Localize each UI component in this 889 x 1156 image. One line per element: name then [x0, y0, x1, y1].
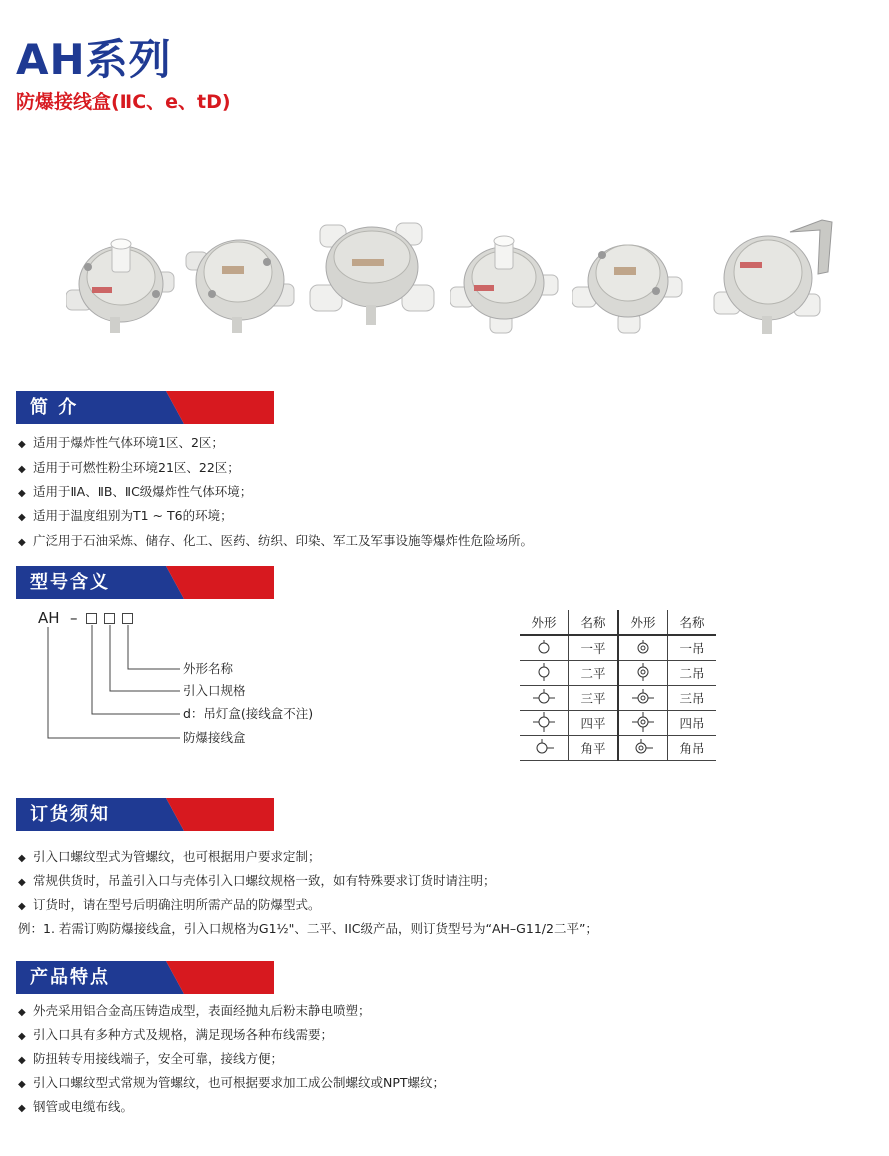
feature-bullet: ◆ 引入口螺纹型式常规为管螺纹，也可根据要求加工成公制螺纹或NPT螺纹；	[18, 1075, 445, 1093]
intro-bullet: ◆ 适用于爆炸性气体环境1区、2区；	[18, 435, 224, 453]
shape-hang-4-icon	[618, 711, 668, 736]
section-header-intro	[16, 391, 274, 424]
diamond-icon: ◆	[18, 1055, 26, 1066]
diamond-icon: ◆	[18, 853, 26, 864]
feature-bullet: ◆ 防扭转专用接线端子，安全可靠，接线方便；	[18, 1051, 283, 1069]
table-header: 外形	[618, 610, 668, 635]
table-cell: 二平	[569, 661, 619, 686]
section-title-model: 型号含义	[30, 572, 110, 593]
order-bullet: ◆ 引入口螺纹型式为管螺纹，也可根据用户要求定制；	[18, 849, 321, 867]
diamond-icon: ◆	[18, 901, 26, 912]
model-code-dash: –	[70, 609, 78, 627]
diamond-icon: ◆	[18, 464, 26, 475]
table-header: 外形	[520, 610, 569, 635]
legend-product: 防爆接线盒	[183, 730, 246, 745]
table-header-row	[520, 610, 716, 635]
table-row	[520, 635, 716, 661]
table-cell: 三平	[569, 686, 619, 711]
table-row	[520, 736, 716, 761]
page-subtitle: 防爆接线盒(ⅡC、e、tD)	[16, 91, 231, 113]
order-bullet: ◆ 订货时，请在型号后明确注明所需产品的防爆型式。	[18, 897, 321, 915]
section-header-features	[16, 961, 274, 994]
product-gallery	[60, 200, 850, 350]
shape-hang-3-icon	[618, 686, 668, 711]
model-leader-lines	[0, 600, 200, 750]
table-cell: 四平	[569, 711, 619, 736]
section-title-intro: 简 介	[30, 397, 79, 418]
section-title-order: 订货须知	[30, 804, 110, 825]
product-3-icon	[308, 215, 438, 335]
shape-flat-3-icon	[520, 686, 569, 711]
feature-bullet: ◆ 外壳采用铝合金高压铸造成型，表面经抛丸后粉末静电喷塑；	[18, 1003, 371, 1021]
product-5-icon	[572, 225, 684, 337]
diamond-icon: ◆	[18, 1103, 26, 1114]
order-bullet: ◆ 常规供货时，吊盖引入口与壳体引入口螺纹规格一致，如有特殊要求订货时请注明；	[18, 873, 496, 891]
shape-flat-1-icon	[520, 635, 569, 661]
intro-bullet: ◆ 适用于可燃性粉尘环境21区、22区；	[18, 460, 240, 478]
diamond-icon: ◆	[18, 1007, 26, 1018]
feature-bullet: ◆ 引入口具有多种方式及规格，满足现场各种布线需要；	[18, 1027, 333, 1045]
legend-shape-name: 外形名称	[183, 661, 234, 676]
diamond-icon: ◆	[18, 877, 26, 888]
diamond-icon: ◆	[18, 439, 26, 450]
table-cell: 一吊	[668, 635, 717, 661]
shape-flat-corner-icon	[520, 736, 569, 761]
intro-bullet: ◆ 适用于ⅡA、ⅡB、ⅡC级爆炸性气体环境；	[18, 484, 252, 502]
intro-bullet: ◆ 广泛用于石油采炼、储存、化工、医药、纺织、印染、军工及军事设施等爆炸性危险场所。	[18, 533, 533, 551]
table-header: 名称	[668, 610, 717, 635]
legend-entry-spec: 引入口规格	[183, 683, 246, 698]
product-2-icon	[182, 222, 297, 337]
model-code-prefix: AH	[38, 609, 60, 627]
table-cell: 一平	[569, 635, 619, 661]
shape-flat-2-icon	[520, 661, 569, 686]
section-header-order	[16, 798, 274, 831]
shape-hang-corner-icon	[618, 736, 668, 761]
diamond-icon: ◆	[18, 1079, 26, 1090]
table-header: 名称	[569, 610, 619, 635]
section-title-features: 产品特点	[30, 967, 110, 988]
table-cell: 四吊	[668, 711, 717, 736]
shape-hang-1-icon	[618, 635, 668, 661]
table-cell: 角吊	[668, 736, 717, 761]
section-header-model	[16, 566, 274, 599]
feature-bullet: ◆ 钢管或电缆布线。	[18, 1099, 133, 1117]
product-1-icon	[66, 222, 176, 337]
table-row	[520, 711, 716, 736]
product-4-icon	[450, 225, 560, 335]
table-cell: 三吊	[668, 686, 717, 711]
diamond-icon: ◆	[18, 1031, 26, 1042]
intro-bullet: ◆ 适用于温度组别为T1 ~ T6的环境；	[18, 508, 233, 526]
shape-hang-2-icon	[618, 661, 668, 686]
diamond-icon: ◆	[18, 488, 26, 499]
table-cell: 角平	[569, 736, 619, 761]
table-row	[520, 661, 716, 686]
diamond-icon: ◆	[18, 512, 26, 523]
shape-table	[520, 610, 716, 761]
product-6-icon	[710, 212, 840, 337]
legend-type: d：吊灯盒(接线盒不注)	[183, 706, 314, 721]
table-row	[520, 686, 716, 711]
table-cell: 二吊	[668, 661, 717, 686]
diamond-icon: ◆	[18, 537, 26, 548]
order-example: 例：1. 若需订购防爆接线盒，引入口规格为G1½"、二平、IIC级产品，则订货型号为“AH–G11/2二平”；	[18, 921, 598, 936]
shape-flat-4-icon	[520, 711, 569, 736]
page-title: AH系列	[16, 35, 172, 84]
